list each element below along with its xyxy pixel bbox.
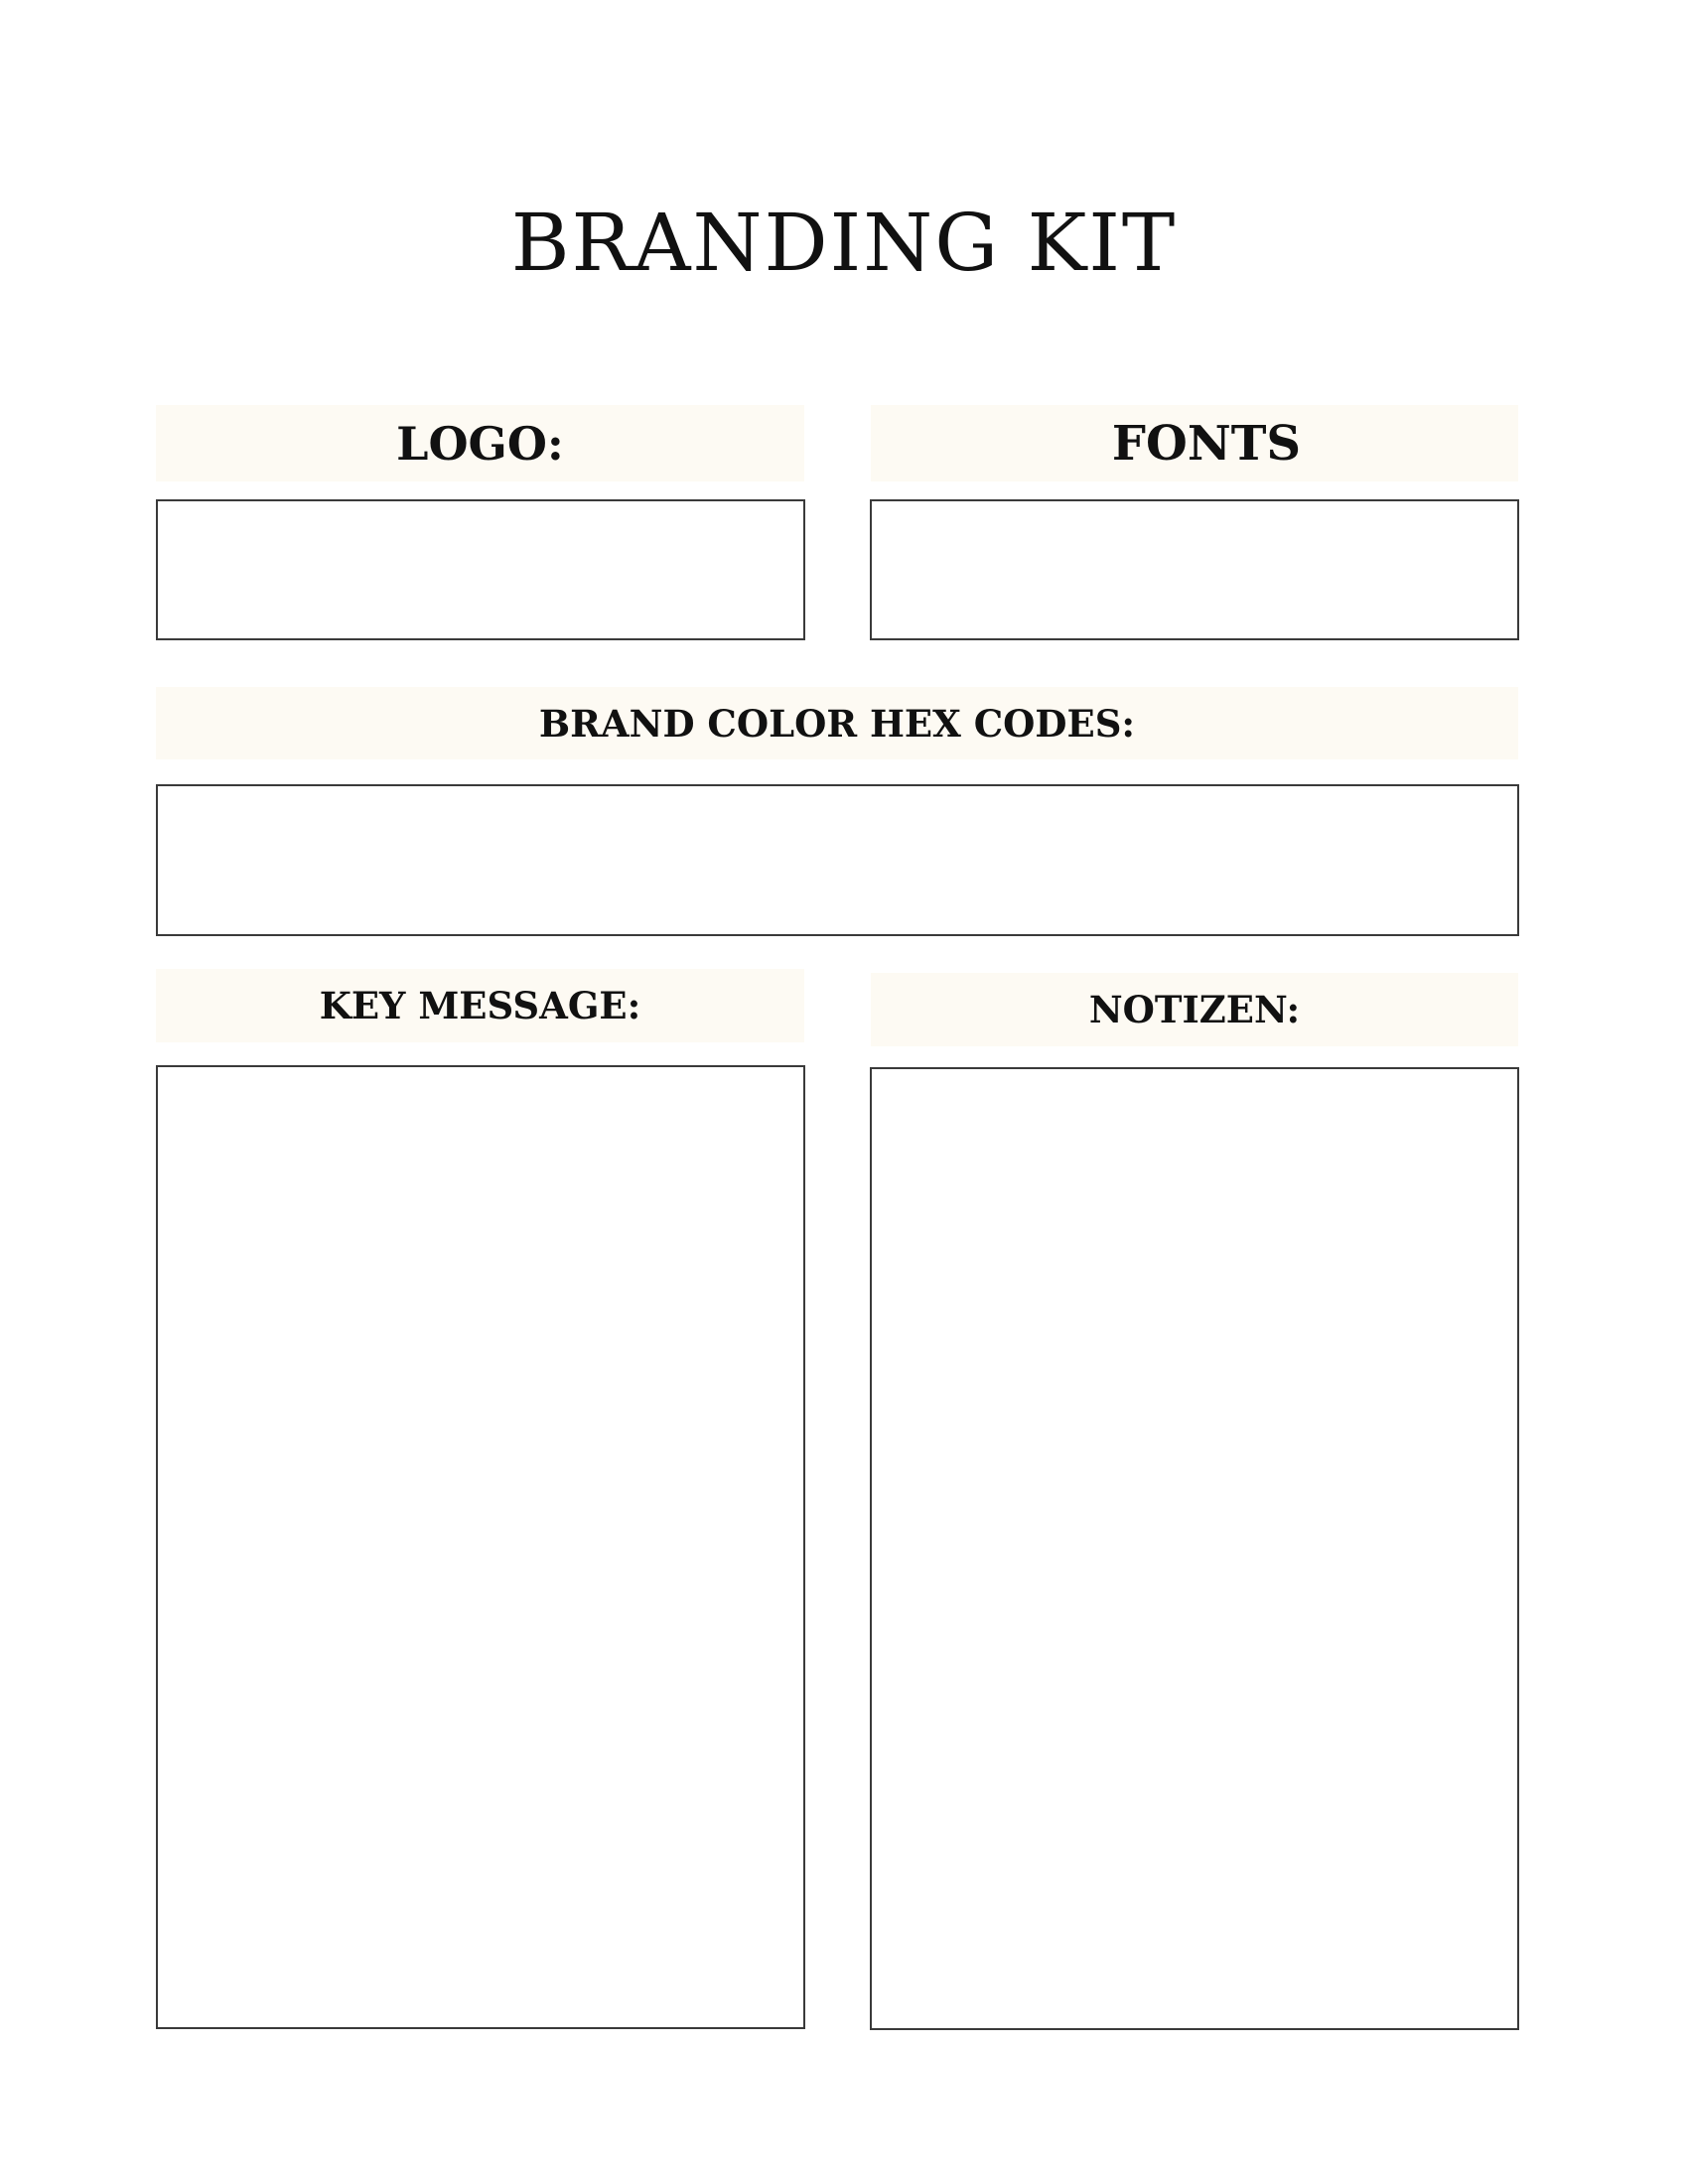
notes-input-box[interactable] bbox=[870, 1067, 1519, 2030]
logo-input-box[interactable] bbox=[156, 499, 805, 640]
key-message-label: KEY MESSAGE: bbox=[156, 969, 804, 1042]
notes-label: NOTIZEN: bbox=[871, 973, 1518, 1046]
brand-color-hex-codes-label: BRAND COLOR HEX CODES: bbox=[156, 687, 1518, 759]
logo-section-label: LOGO: bbox=[156, 405, 804, 481]
fonts-section-label: FONTS bbox=[871, 405, 1518, 481]
brand-color-hex-codes-input-box[interactable] bbox=[156, 784, 1519, 936]
key-message-input-box[interactable] bbox=[156, 1065, 805, 2029]
fonts-input-box[interactable] bbox=[870, 499, 1519, 640]
page-title: BRANDING KIT bbox=[510, 197, 1178, 289]
